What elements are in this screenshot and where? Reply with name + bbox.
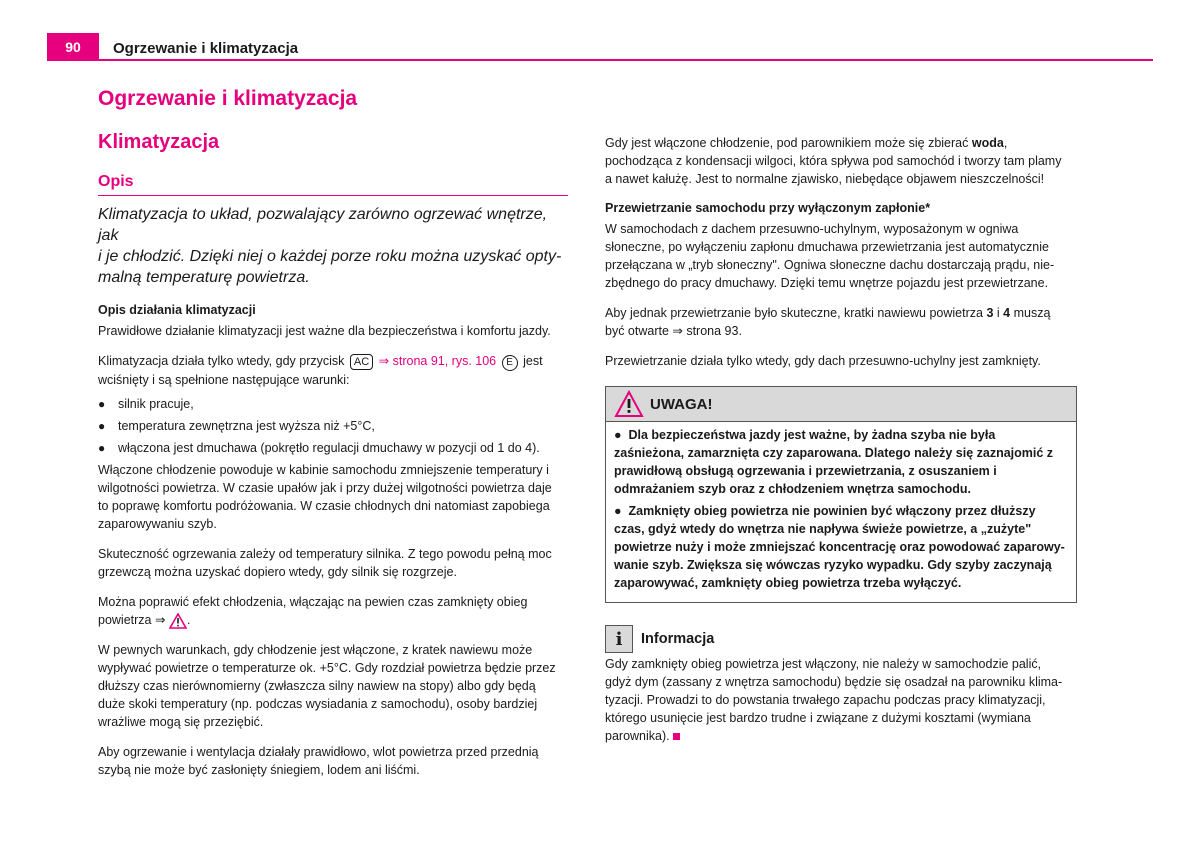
section-title: Klimatyzacja — [98, 131, 220, 153]
text: Gdy jest włączone chłodzenie, pod parownikiem może się zbierać — [605, 136, 969, 150]
text-line: pochodząca z kondensacji wilgoci, która spływa pod samochód i tworzy tam plamy — [605, 154, 1062, 168]
text-line: a nawet kałużę. Jest to normalne zjawisko, niebędące objawem nieszczelności! — [605, 172, 1045, 186]
text-line: Dla bezpieczeństwa jazdy jest ważne, by żadna szyba nie była — [628, 428, 996, 442]
text: Aby jednak przewietrzanie było skuteczne, kratki nawiewu powietrza — [605, 306, 983, 320]
header-divider — [47, 59, 1153, 61]
bullet-icon: ● — [614, 428, 629, 442]
warning-triangle-icon — [614, 390, 644, 418]
text-line: zaparowywać, zamknięty obieg powietrza trzeba wyłączyć. — [614, 576, 962, 590]
text-line: Zamknięty obieg powietrza nie powinien być włączony przez dłuższy — [628, 504, 1036, 518]
text-line: odmrażaniem szyb oraz z chłodzeniem wnętrza samochodu. — [614, 482, 972, 496]
text-line: Gdy zamknięty obieg powietrza jest włączony, nie należy w samochodzie palić, — [605, 657, 1042, 671]
warning-item — [614, 502, 1068, 592]
text-line: grzewczą można uzyskać dopiero wtedy, gdy silnik się rozgrzeje. — [98, 565, 457, 579]
text-line: być otwarte ⇒ strona 93. — [605, 324, 742, 338]
opis-heading: Opis działania klimatyzacji — [98, 303, 256, 317]
chapter-title: Ogrzewanie i klimatyzacja — [98, 87, 358, 110]
text-line: dłuższy czas nierównomierny (zwłaszcza silny nawiew na stopy) albo gdy będą — [98, 679, 536, 693]
text-line: wanie szyb. Zwiększa się wówczas ryzyko wypadku. Gdy szyby zaczynają — [614, 558, 1052, 572]
text-line: tyzacji. Prowadzi to do powstania trwałego zapachu podczas pracy klimatyzacji, — [605, 693, 1046, 707]
subsection-title: Opis — [98, 172, 568, 196]
bullet-icon: ● — [98, 397, 106, 411]
list-item — [98, 439, 568, 457]
lead-line: i je chłodzić. Dzięki niej o każdej porze roku można uzyskać opty- — [98, 248, 562, 265]
text-line: Skuteczność ogrzewania zależy od temperatury silnika. Z tego powodu pełną moc — [98, 547, 552, 561]
text-line: czas, gdyż wtedy do wnętrza nie napływa świeże powietrze, a „zużyte" — [614, 522, 1032, 536]
list-item-text: włączona jest dmuchawa (pokrętło regulacji dmuchawy w pozycji od 1 do 4). — [118, 441, 540, 455]
text-line: to poprawę komfortu podróżowania. W czasie chłodnych dni natomiast zapobiega — [98, 499, 550, 513]
warning-item — [614, 426, 1068, 498]
text: Klimatyzacja działa tylko wtedy, gdy przycisk — [98, 354, 345, 368]
lead-line: Klimatyzacja to układ, pozwalający zarówno ogrzewać wnętrze, jak — [98, 206, 548, 244]
paragraph: Prawidłowe działanie klimatyzacji jest ważne dla bezpieczeństwa i komfortu jazdy. — [98, 324, 551, 338]
lead-line: malną temperaturę powietrza. — [98, 269, 310, 286]
running-header: Ogrzewanie i klimatyzacja — [113, 40, 299, 57]
text-line: powietrze nuży i może zmniejszać koncentrację oraz powodować zaparowy- — [614, 540, 1065, 554]
warning-body — [606, 422, 1076, 602]
warning-header — [606, 387, 1076, 422]
paragraph — [605, 220, 1077, 292]
bullet-icon: ● — [98, 419, 106, 433]
text-line: parownika). — [605, 729, 670, 743]
text: i — [996, 306, 1000, 320]
paragraph — [605, 134, 1077, 188]
paragraph — [98, 743, 568, 779]
text-line: W pewnych warunkach, gdy chłodzenie jest włączone, z kratek nawiewu może — [98, 643, 533, 657]
text: jest — [523, 354, 543, 368]
info-paragraph — [605, 655, 1077, 745]
text-line: przełączana w „tryb słoneczny". Ogniwa słoneczne dachu dostarczają prądu, nie- — [605, 258, 1055, 272]
text-line: szybą nie może być zasłonięty śniegiem, lodem ani liśćmi. — [98, 763, 420, 777]
bullet-icon: ● — [98, 441, 106, 455]
text: , — [1003, 136, 1008, 150]
right-column — [605, 134, 1077, 745]
reference-arrow: ⇒ — [154, 613, 166, 627]
text-line: wrażliwe mogą się przeziębić. — [98, 715, 264, 729]
text-line: wypływać powietrze o temperaturze ok. +5°C. Gdy rozdział powietrza będzie przez — [98, 661, 556, 675]
conditions-list — [98, 395, 568, 457]
text-line: wilgotności powietrza. W czasie upałów jak i przy dużej wilgotności powietrza daje — [98, 481, 552, 495]
text-line: Można poprawić efekt chłodzenia, włączając na pewien czas zamknięty obieg — [98, 595, 528, 609]
text-line: duże skoki temperatury (np. podczas wysiadania z samochodu), osoby bardziej — [98, 697, 538, 711]
text-line: Aby ogrzewanie i wentylacja działały prawidłowo, wlot powietrza przed przednią — [98, 745, 539, 759]
warning-box — [605, 386, 1077, 603]
page-number: 90 — [47, 33, 99, 60]
text-line: zaparowywaniu szyb. — [98, 517, 217, 531]
paragraph — [605, 304, 1077, 340]
text-line: prawidłową obsługą ogrzewania i przewietrzania, z osuszaniem i — [614, 464, 997, 478]
list-item — [98, 417, 568, 435]
callout-e-symbol: E — [502, 355, 518, 371]
text: . — [186, 613, 191, 627]
paragraph-ac — [98, 352, 568, 389]
list-item — [98, 395, 568, 413]
vent-number: 4 — [1003, 306, 1011, 320]
lead-paragraph — [98, 204, 568, 288]
paragraph: Przewietrzanie działa tylko wtedy, gdy dach przesuwno-uchylny jest zamknięty. — [605, 354, 1041, 368]
vent-number: 3 — [986, 306, 994, 320]
text-line: zaśnieżona, zamarznięta czy zaparowana. Dlatego należy się zaznajomić z — [614, 446, 1054, 460]
text: wciśnięty i są spełnione następujące warunki: — [98, 373, 350, 387]
info-icon: i — [605, 625, 633, 653]
paragraph — [98, 461, 568, 533]
paragraph — [98, 641, 568, 731]
left-column — [98, 84, 568, 779]
text-line: zbędnego do pracy dmuchawy. Dzięki temu wnętrze pojazdu jest przewietrzane. — [605, 276, 1049, 290]
bullet-icon: ● — [614, 504, 629, 518]
ac-key-symbol: AC — [350, 354, 373, 370]
text-line: słoneczne, po wyłączeniu zapłonu dmuchawa przewietrzania jest automatycznie — [605, 240, 1049, 254]
text: muszą — [1013, 306, 1051, 320]
bold-term: woda — [971, 136, 1004, 150]
ventilation-heading: Przewietrzanie samochodu przy wyłączonym zapłonie* — [605, 201, 931, 215]
paragraph — [98, 545, 568, 581]
paragraph — [98, 593, 568, 629]
text-line: gdyż dym (zassany z wnętrza samochodu) będzie się osadzał na parowniku klima- — [605, 675, 1063, 689]
end-marker-icon — [673, 733, 680, 740]
text-line: W samochodach z dachem przesuwno-uchylnym, wyposażonym w ogniwa — [605, 222, 1019, 236]
info-header — [605, 625, 1077, 653]
page-reference-link[interactable]: strona 91, rys. 106 — [392, 354, 497, 368]
text: powietrza — [98, 613, 152, 627]
warning-triangle-icon[interactable] — [169, 613, 187, 629]
list-item-text: temperatura zewnętrzna jest wyższa niż +5°C, — [118, 419, 375, 433]
reference-arrow: ⇒ — [378, 354, 390, 368]
list-item-text: silnik pracuje, — [118, 397, 194, 411]
text-line: którego usunięcie jest bardzo trudne i związane z dużymi kosztami (wymiana — [605, 711, 1031, 725]
text-line: Włączone chłodzenie powoduje w kabinie samochodu zmniejszenie temperatury i — [98, 463, 549, 477]
warning-title: UWAGA! — [650, 395, 713, 413]
info-title: Informacja — [641, 631, 715, 647]
